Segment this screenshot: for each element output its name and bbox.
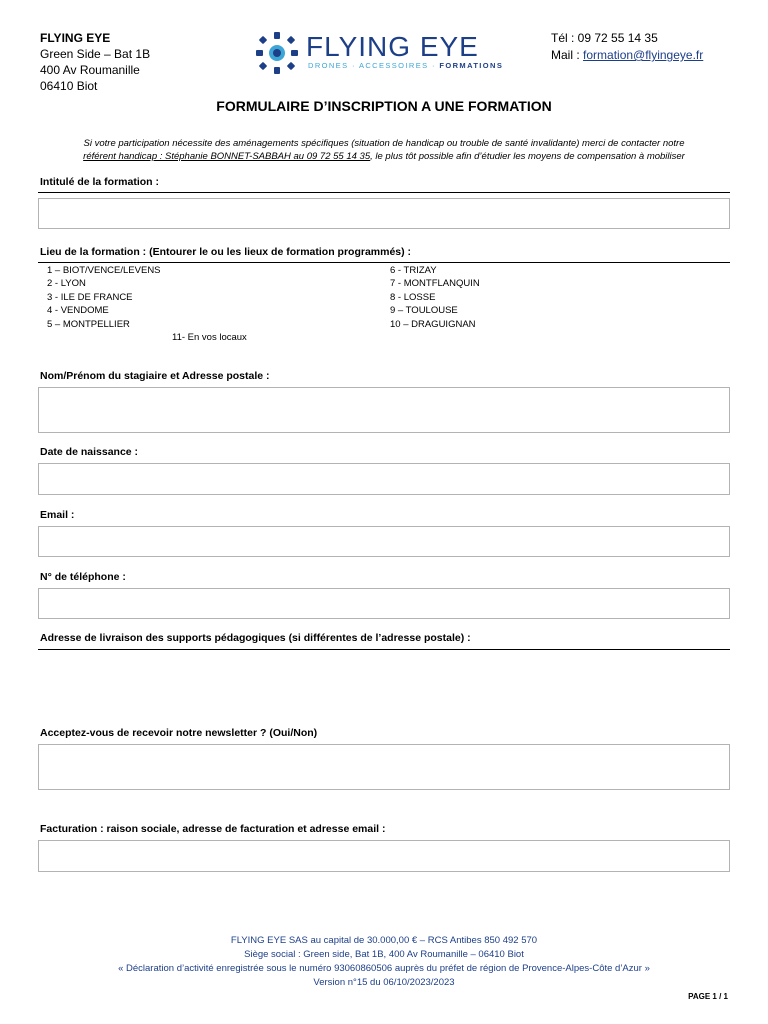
naissance-label: Date de naissance : (40, 446, 139, 458)
locations-left (47, 264, 161, 331)
nom-label: Nom/Prénom du stagiaire et Adresse postale : (40, 370, 270, 382)
newsletter-input[interactable] (38, 744, 730, 790)
livraison-input[interactable] (38, 652, 730, 718)
logo-tagline-formations: FORMATIONS (439, 61, 504, 70)
notice-referent: référent handicap : Stéphanie BONNET-SABBAH au 09 72 55 14 35 (83, 151, 371, 162)
location-item[interactable]: 5 – MONTPELLIER (47, 318, 130, 330)
livraison-rule (38, 649, 730, 650)
location-item[interactable]: 8 - LOSSE (390, 291, 436, 303)
drone-eye-icon (254, 30, 300, 76)
email-input[interactable] (38, 526, 730, 557)
contact-mail (551, 47, 703, 64)
notice-text-1: Si votre participation nécessite des aménagements spécifiques (situation de handicap ou trouble de santé invalidante) merci de contacter notre (83, 138, 685, 149)
newsletter-label: Acceptez-vous de recevoir notre newsletter ? (Oui/Non) (40, 727, 318, 739)
location-item[interactable]: 3 - ILE DE FRANCE (47, 291, 133, 303)
formation-label: Intitulé de la formation : (40, 176, 160, 188)
logo-tagline (308, 61, 503, 71)
address-line-3: 06410 Biot (40, 79, 98, 93)
accessibility-notice (40, 137, 728, 163)
address-line-2: 400 Av Roumanille (40, 63, 140, 77)
company-name: FLYING EYE (40, 31, 111, 45)
footer-line-declaration: « Déclaration d’activité enregistrée sous le numéro 93060860506 auprès du préfet de région de Provence-Alpes-Côte d’Azur » (118, 963, 650, 974)
email-label: Email : (40, 509, 75, 521)
notice-text-2: , le plus tôt possible afin d’étudier les moyens de compensation à mobiliser (370, 151, 685, 162)
formation-rule (38, 192, 730, 193)
flying-eye-logo (254, 30, 516, 76)
page-title: FORMULAIRE D’INSCRIPTION A UNE FORMATION (216, 98, 552, 114)
address-line-1: Green Side – Bat 1B (40, 47, 151, 61)
facturation-input[interactable] (38, 840, 730, 872)
lieu-label: Lieu de la formation : (Entourer le ou les lieux de formation programmés) : (40, 246, 412, 258)
telephone-input[interactable] (38, 588, 730, 619)
logo-wordmark: FLYING EYE (306, 31, 479, 62)
nom-adresse-input[interactable] (38, 387, 730, 433)
livraison-label: Adresse de livraison des supports pédagogiques (si différentes de l’adresse postale) : (40, 632, 471, 644)
telephone-label: N° de téléphone : (40, 571, 126, 583)
location-item[interactable]: 2 - LYON (47, 278, 86, 290)
lieu-rule (38, 262, 730, 263)
contact-mail-label: Mail : (551, 48, 584, 62)
facturation-label: Facturation : raison sociale, adresse de facturation et adresse email : (40, 823, 386, 835)
location-item[interactable]: 9 – TOULOUSE (390, 305, 458, 317)
contact-phone: Tél : 09 72 55 14 35 (551, 31, 658, 45)
location-item[interactable]: 10 – DRAGUIGNAN (390, 318, 476, 330)
contact-mail-link[interactable]: formation@flyingeye.fr (583, 48, 704, 62)
logo-tagline-products: DRONES · ACCESSOIRES · (308, 61, 440, 70)
location-item[interactable]: 7 - MONTFLANQUIN (390, 278, 480, 290)
naissance-input[interactable] (38, 463, 730, 495)
location-item-en-vos-locaux[interactable]: 11- En vos locaux (172, 332, 247, 343)
footer-line-capital: FLYING EYE SAS au capital de 30.000,00 € – RCS Antibes 850 492 570 (230, 935, 538, 946)
page-number: PAGE 1 / 1 (688, 992, 728, 1001)
formation-input[interactable] (38, 198, 730, 229)
location-item[interactable]: 1 – BIOT/VENCE/LEVENS (47, 265, 161, 276)
location-item[interactable]: 4 - VENDOME (47, 305, 109, 317)
legal-footer (0, 934, 768, 990)
footer-line-siege: Siège social : Green side, Bat 1B, 400 Av Roumanille – 06410 Biot (244, 949, 524, 960)
footer-line-version: Version n°15 du 06/10/2023/2023 (313, 977, 455, 988)
locations-right (390, 264, 480, 331)
company-address (40, 30, 150, 94)
location-item[interactable]: 6 - TRIZAY (390, 265, 437, 276)
contact-block (551, 30, 703, 64)
